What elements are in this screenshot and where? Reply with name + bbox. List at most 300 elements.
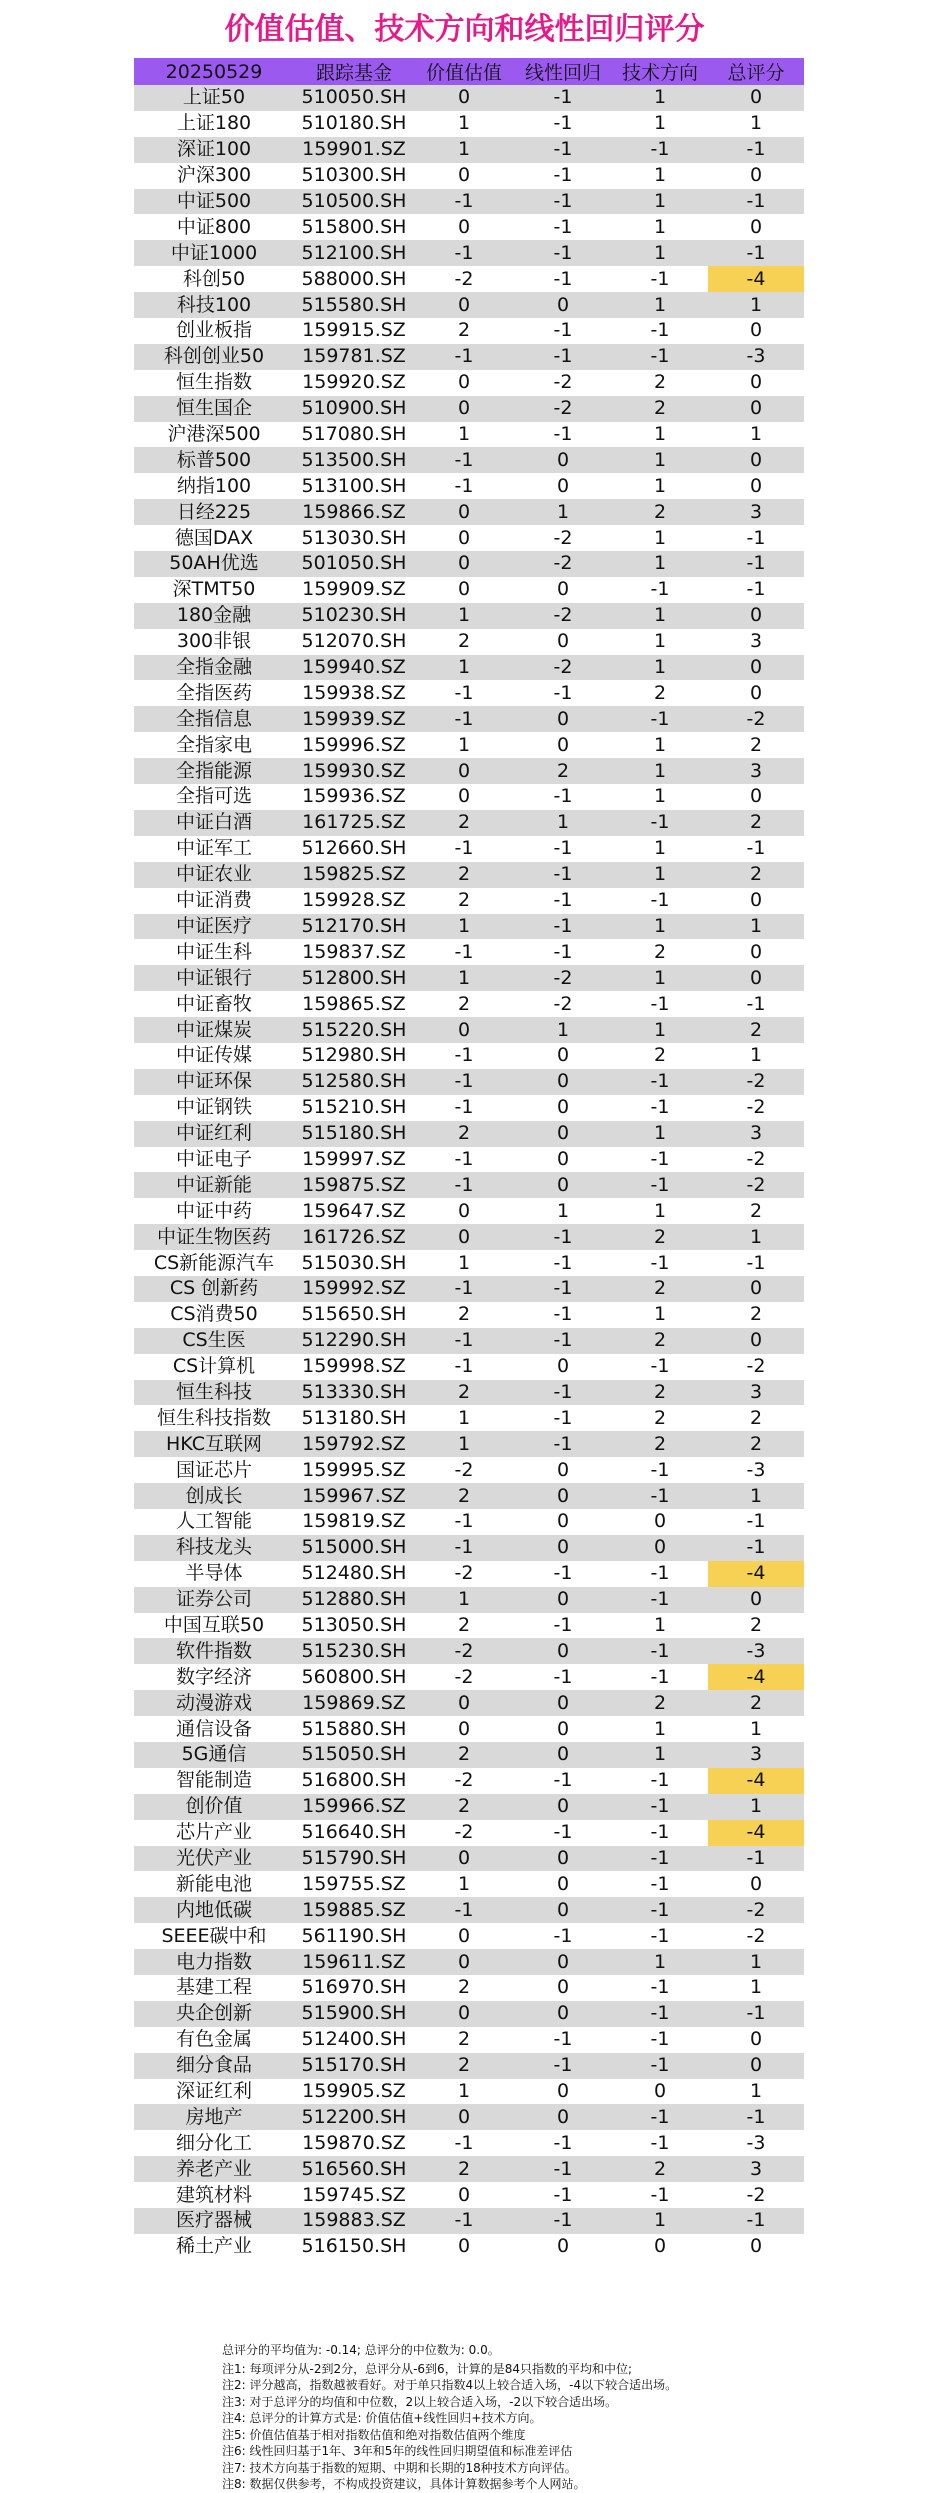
index-name: 中证1000 bbox=[134, 240, 294, 266]
linear-score: -1 bbox=[514, 189, 612, 215]
tech-score: -1 bbox=[612, 2027, 708, 2053]
index-name: CS生医 bbox=[134, 1328, 294, 1354]
index-name: 养老产业 bbox=[134, 2156, 294, 2182]
fund-code: 159647.SZ bbox=[294, 1198, 414, 1224]
tech-score: 2 bbox=[612, 396, 708, 422]
tech-score: 1 bbox=[612, 1742, 708, 1768]
linear-score: -1 bbox=[514, 1380, 612, 1406]
total-score: 2 bbox=[708, 1302, 804, 1328]
linear-score: -1 bbox=[514, 2027, 612, 2053]
fund-code: 159966.SZ bbox=[294, 1794, 414, 1820]
tech-score: -1 bbox=[612, 577, 708, 603]
header-date: 20250529 bbox=[134, 58, 294, 85]
tech-score: -1 bbox=[612, 1897, 708, 1923]
index-name: 深TMT50 bbox=[134, 577, 294, 603]
fund-code: 513050.SH bbox=[294, 1613, 414, 1639]
table-row bbox=[134, 810, 804, 836]
tech-score: 2 bbox=[612, 1043, 708, 1069]
table-row bbox=[134, 1276, 804, 1302]
index-name: 国证芯片 bbox=[134, 1457, 294, 1483]
fund-code: 159781.SZ bbox=[294, 344, 414, 370]
table-row bbox=[134, 784, 804, 810]
index-name: 细分食品 bbox=[134, 2053, 294, 2079]
index-name: 科技龙头 bbox=[134, 1535, 294, 1561]
tech-score: 1 bbox=[612, 629, 708, 655]
linear-score: -1 bbox=[514, 1613, 612, 1639]
tech-score: -1 bbox=[612, 1664, 708, 1690]
valuation-score: 0 bbox=[414, 2234, 514, 2260]
table-row bbox=[134, 2027, 804, 2053]
tech-score: 2 bbox=[612, 1431, 708, 1457]
index-name: 有色金属 bbox=[134, 2027, 294, 2053]
index-name: 智能制造 bbox=[134, 1768, 294, 1794]
index-name: 中证钢铁 bbox=[134, 1095, 294, 1121]
tech-score: 2 bbox=[612, 1690, 708, 1716]
tech-score: 2 bbox=[612, 370, 708, 396]
total-score: 2 bbox=[708, 1405, 804, 1431]
fund-code: 512980.SH bbox=[294, 1043, 414, 1069]
total-score: -1 bbox=[708, 240, 804, 266]
valuation-score: 2 bbox=[414, 1613, 514, 1639]
index-name: 中证传媒 bbox=[134, 1043, 294, 1069]
table-row bbox=[134, 655, 804, 681]
tech-score: 1 bbox=[612, 240, 708, 266]
valuation-score: 1 bbox=[414, 655, 514, 681]
index-name: 稀土产业 bbox=[134, 2234, 294, 2260]
linear-score: 0 bbox=[514, 1069, 612, 1095]
table-row bbox=[134, 1690, 804, 1716]
valuation-score: 2 bbox=[414, 2027, 514, 2053]
fund-code: 159885.SZ bbox=[294, 1897, 414, 1923]
fund-code: 516560.SH bbox=[294, 2156, 414, 2182]
valuation-score: 0 bbox=[414, 163, 514, 189]
linear-score: 0 bbox=[514, 1354, 612, 1380]
footnote-item: 注8: 数据仅供参考，不构成投资建议，具体计算数据参考个人网站。 bbox=[222, 2477, 586, 2491]
total-score: 0 bbox=[708, 784, 804, 810]
index-name: 全指信息 bbox=[134, 706, 294, 732]
footnote-item: 注3: 对于总评分的均值和中位数，2以上较合适入场，-2以下较合适出场。 bbox=[222, 2394, 618, 2409]
table-row bbox=[134, 1794, 804, 1820]
linear-score: -1 bbox=[514, 680, 612, 706]
linear-score: 0 bbox=[514, 1121, 612, 1147]
linear-score: 0 bbox=[514, 629, 612, 655]
header-total-score: 总评分 bbox=[708, 58, 804, 85]
valuation-score: -1 bbox=[414, 1509, 514, 1535]
linear-score: -1 bbox=[514, 266, 612, 292]
fund-code: 515180.SH bbox=[294, 1121, 414, 1147]
total-score: 3 bbox=[708, 1380, 804, 1406]
table-row bbox=[134, 447, 804, 473]
fund-code: 512290.SH bbox=[294, 1328, 414, 1354]
valuation-score: 0 bbox=[414, 1690, 514, 1716]
table-row bbox=[134, 318, 804, 344]
total-score: 1 bbox=[708, 422, 804, 448]
valuation-score: 2 bbox=[414, 1742, 514, 1768]
table-row bbox=[134, 1768, 804, 1794]
index-name: 基建工程 bbox=[134, 1975, 294, 2001]
tech-score: 1 bbox=[612, 758, 708, 784]
linear-score: -1 bbox=[514, 85, 612, 111]
fund-code: 513500.SH bbox=[294, 447, 414, 473]
fund-code: 512100.SH bbox=[294, 240, 414, 266]
fund-code: 159939.SZ bbox=[294, 706, 414, 732]
valuation-score: -1 bbox=[414, 344, 514, 370]
table-row bbox=[134, 1224, 804, 1250]
total-score: -4 bbox=[708, 1664, 804, 1690]
total-score: -2 bbox=[708, 706, 804, 732]
index-name: 建筑材料 bbox=[134, 2182, 294, 2208]
valuation-score: 1 bbox=[414, 137, 514, 163]
linear-score: -1 bbox=[514, 888, 612, 914]
valuation-score: 2 bbox=[414, 2053, 514, 2079]
fund-code: 510180.SH bbox=[294, 111, 414, 137]
linear-score: -1 bbox=[514, 1250, 612, 1276]
table-row bbox=[134, 396, 804, 422]
index-name: CS计算机 bbox=[134, 1354, 294, 1380]
index-name: 软件指数 bbox=[134, 1638, 294, 1664]
index-name: 50AH优选 bbox=[134, 551, 294, 577]
tech-score: 1 bbox=[612, 189, 708, 215]
table-row bbox=[134, 680, 804, 706]
valuation-score: -2 bbox=[414, 1768, 514, 1794]
table-row bbox=[134, 292, 804, 318]
index-name: 沪深300 bbox=[134, 163, 294, 189]
total-score: 2 bbox=[708, 1017, 804, 1043]
index-name: 纳指100 bbox=[134, 473, 294, 499]
valuation-score: -1 bbox=[414, 189, 514, 215]
tech-score: -1 bbox=[612, 1975, 708, 2001]
valuation-score: 1 bbox=[414, 1431, 514, 1457]
index-name: 中证红利 bbox=[134, 1121, 294, 1147]
index-name: 180金融 bbox=[134, 603, 294, 629]
index-name: 中证电子 bbox=[134, 1147, 294, 1173]
linear-score: 0 bbox=[514, 2104, 612, 2130]
fund-code: 159920.SZ bbox=[294, 370, 414, 396]
page-title: 价值估值、技术方向和线性回归评分 bbox=[224, 12, 705, 47]
linear-score: 0 bbox=[514, 292, 612, 318]
index-name: 中证800 bbox=[134, 214, 294, 240]
linear-score: 0 bbox=[514, 1690, 612, 1716]
tech-score: 1 bbox=[612, 525, 708, 551]
index-name: 中证500 bbox=[134, 189, 294, 215]
table-row bbox=[134, 189, 804, 215]
total-score: -2 bbox=[708, 1147, 804, 1173]
fund-code: 512480.SH bbox=[294, 1561, 414, 1587]
total-score: 0 bbox=[708, 318, 804, 344]
total-score: -1 bbox=[708, 1535, 804, 1561]
summary-note: 总评分的平均值为: -0.14; 总评分的中位数为: 0.0。 bbox=[222, 2343, 500, 2357]
linear-score: -1 bbox=[514, 163, 612, 189]
tech-score: -1 bbox=[612, 1638, 708, 1664]
table-row bbox=[134, 965, 804, 991]
total-score: 0 bbox=[708, 163, 804, 189]
table-row bbox=[134, 137, 804, 163]
table-row bbox=[134, 629, 804, 655]
valuation-score: 1 bbox=[414, 1587, 514, 1613]
fund-code: 513030.SH bbox=[294, 525, 414, 551]
total-score: -3 bbox=[708, 344, 804, 370]
total-score: 1 bbox=[708, 1716, 804, 1742]
index-name: 德国DAX bbox=[134, 525, 294, 551]
fund-code: 159883.SZ bbox=[294, 2208, 414, 2234]
tech-score: 1 bbox=[612, 914, 708, 940]
total-score: 0 bbox=[708, 396, 804, 422]
total-score: -1 bbox=[708, 836, 804, 862]
linear-score: 0 bbox=[514, 577, 612, 603]
tech-score: -1 bbox=[612, 1483, 708, 1509]
fund-code: 501050.SH bbox=[294, 551, 414, 577]
valuation-score: -1 bbox=[414, 473, 514, 499]
header-tech-direction: 技术方向 bbox=[612, 58, 708, 85]
score-table bbox=[134, 58, 804, 2260]
total-score: -2 bbox=[708, 1923, 804, 1949]
index-name: 中证生物医药 bbox=[134, 1224, 294, 1250]
total-score: -1 bbox=[708, 525, 804, 551]
fund-code: 159967.SZ bbox=[294, 1483, 414, 1509]
total-score: -3 bbox=[708, 1457, 804, 1483]
valuation-score: 0 bbox=[414, 1224, 514, 1250]
linear-score: 0 bbox=[514, 2234, 612, 2260]
fund-code: 159825.SZ bbox=[294, 862, 414, 888]
tech-score: -1 bbox=[612, 2053, 708, 2079]
index-name: 医疗器械 bbox=[134, 2208, 294, 2234]
index-name: 中证消费 bbox=[134, 888, 294, 914]
tech-score: 2 bbox=[612, 1224, 708, 1250]
fund-code: 512660.SH bbox=[294, 836, 414, 862]
linear-score: -2 bbox=[514, 396, 612, 422]
valuation-score: 0 bbox=[414, 396, 514, 422]
index-name: 300非银 bbox=[134, 629, 294, 655]
valuation-score: 0 bbox=[414, 577, 514, 603]
linear-score: 0 bbox=[514, 447, 612, 473]
fund-code: 159869.SZ bbox=[294, 1690, 414, 1716]
total-score: -2 bbox=[708, 1095, 804, 1121]
linear-score: -1 bbox=[514, 939, 612, 965]
tech-score: -1 bbox=[612, 1587, 708, 1613]
tech-score: -1 bbox=[612, 888, 708, 914]
fund-code: 159755.SZ bbox=[294, 1871, 414, 1897]
fund-code: 516970.SH bbox=[294, 1975, 414, 2001]
linear-score: 0 bbox=[514, 473, 612, 499]
linear-score: -1 bbox=[514, 2130, 612, 2156]
table-row bbox=[134, 525, 804, 551]
fund-code: 159915.SZ bbox=[294, 318, 414, 344]
fund-code: 516800.SH bbox=[294, 1768, 414, 1794]
table-row bbox=[134, 888, 804, 914]
linear-score: -1 bbox=[514, 2208, 612, 2234]
linear-score: -2 bbox=[514, 965, 612, 991]
total-score: 1 bbox=[708, 292, 804, 318]
tech-score: -1 bbox=[612, 1147, 708, 1173]
total-score: 0 bbox=[708, 370, 804, 396]
table-row bbox=[134, 1250, 804, 1276]
total-score: 3 bbox=[708, 1742, 804, 1768]
index-name: 动漫游戏 bbox=[134, 1690, 294, 1716]
table-row bbox=[134, 240, 804, 266]
total-score: 1 bbox=[708, 1794, 804, 1820]
header-fund: 跟踪基金 bbox=[294, 58, 414, 85]
tech-score: 2 bbox=[612, 1405, 708, 1431]
tech-score: 1 bbox=[612, 422, 708, 448]
tech-score: 1 bbox=[612, 1302, 708, 1328]
index-name: 深证100 bbox=[134, 137, 294, 163]
total-score: 0 bbox=[708, 473, 804, 499]
valuation-score: 0 bbox=[414, 1949, 514, 1975]
footnote-item: 注6: 线性回归基于1年、3年和5年的线性回归期望值和标准差评估 bbox=[222, 2444, 573, 2458]
index-name: 中证畜牧 bbox=[134, 991, 294, 1017]
valuation-score: 1 bbox=[414, 1871, 514, 1897]
tech-score: 1 bbox=[612, 655, 708, 681]
fund-code: 159870.SZ bbox=[294, 2130, 414, 2156]
linear-score: 0 bbox=[514, 1794, 612, 1820]
header-valuation: 价值估值 bbox=[414, 58, 514, 85]
table-row bbox=[134, 266, 804, 292]
linear-score: -1 bbox=[514, 214, 612, 240]
total-score: -4 bbox=[708, 1820, 804, 1846]
valuation-score: -2 bbox=[414, 1561, 514, 1587]
index-name: 数字经济 bbox=[134, 1664, 294, 1690]
fund-code: 159928.SZ bbox=[294, 888, 414, 914]
index-name: 半导体 bbox=[134, 1561, 294, 1587]
total-score: 0 bbox=[708, 2053, 804, 2079]
tech-score: -1 bbox=[612, 1354, 708, 1380]
linear-score: -1 bbox=[514, 2053, 612, 2079]
valuation-score: -2 bbox=[414, 1820, 514, 1846]
total-score: -1 bbox=[708, 991, 804, 1017]
tech-score: 1 bbox=[612, 473, 708, 499]
index-name: 恒生国企 bbox=[134, 396, 294, 422]
tech-score: 2 bbox=[612, 680, 708, 706]
index-name: 芯片产业 bbox=[134, 1820, 294, 1846]
fund-code: 159745.SZ bbox=[294, 2182, 414, 2208]
fund-code: 159905.SZ bbox=[294, 2079, 414, 2105]
tech-score: -1 bbox=[612, 1923, 708, 1949]
total-score: 3 bbox=[708, 1121, 804, 1147]
total-score: -1 bbox=[708, 2001, 804, 2027]
index-name: SEEE碳中和 bbox=[134, 1923, 294, 1949]
valuation-score: 0 bbox=[414, 2182, 514, 2208]
fund-code: 159837.SZ bbox=[294, 939, 414, 965]
tech-score: 0 bbox=[612, 1509, 708, 1535]
table-row bbox=[134, 2079, 804, 2105]
fund-code: 159936.SZ bbox=[294, 784, 414, 810]
total-score: 0 bbox=[708, 939, 804, 965]
tech-score: 1 bbox=[612, 1198, 708, 1224]
tech-score: -1 bbox=[612, 266, 708, 292]
index-name: 科技100 bbox=[134, 292, 294, 318]
total-score: -1 bbox=[708, 189, 804, 215]
index-name: 中国互联50 bbox=[134, 1613, 294, 1639]
total-score: 2 bbox=[708, 1613, 804, 1639]
valuation-score: -1 bbox=[414, 1328, 514, 1354]
tech-score: 1 bbox=[612, 447, 708, 473]
table-row bbox=[134, 1302, 804, 1328]
table-row bbox=[134, 1613, 804, 1639]
table-row bbox=[134, 1923, 804, 1949]
linear-score: -2 bbox=[514, 525, 612, 551]
table-row bbox=[134, 1147, 804, 1173]
tech-score: -1 bbox=[612, 1561, 708, 1587]
fund-code: 515220.SH bbox=[294, 1017, 414, 1043]
table-row bbox=[134, 422, 804, 448]
valuation-score: 2 bbox=[414, 888, 514, 914]
table-row bbox=[134, 758, 804, 784]
table-row bbox=[134, 551, 804, 577]
total-score: -1 bbox=[708, 1846, 804, 1872]
index-name: 日经225 bbox=[134, 499, 294, 525]
index-name: 全指医药 bbox=[134, 680, 294, 706]
valuation-score: -1 bbox=[414, 706, 514, 732]
valuation-score: -1 bbox=[414, 1043, 514, 1069]
table-row bbox=[134, 1535, 804, 1561]
valuation-score: 2 bbox=[414, 862, 514, 888]
linear-score: -2 bbox=[514, 603, 612, 629]
total-score: -2 bbox=[708, 1172, 804, 1198]
fund-code: 513100.SH bbox=[294, 473, 414, 499]
table-row bbox=[134, 2156, 804, 2182]
tech-score: -1 bbox=[612, 137, 708, 163]
linear-score: -1 bbox=[514, 2182, 612, 2208]
linear-score: 0 bbox=[514, 1509, 612, 1535]
valuation-score: 2 bbox=[414, 629, 514, 655]
tech-score: 1 bbox=[612, 111, 708, 137]
tech-score: 2 bbox=[612, 939, 708, 965]
tech-score: -1 bbox=[612, 1172, 708, 1198]
table-row bbox=[134, 862, 804, 888]
fund-code: 517080.SH bbox=[294, 422, 414, 448]
index-name: 全指可选 bbox=[134, 784, 294, 810]
fund-code: 159909.SZ bbox=[294, 577, 414, 603]
tech-score: 1 bbox=[612, 292, 708, 318]
table-row bbox=[134, 1561, 804, 1587]
valuation-score: 2 bbox=[414, 1380, 514, 1406]
tech-score: 0 bbox=[612, 2079, 708, 2105]
linear-score: 0 bbox=[514, 1483, 612, 1509]
table-row bbox=[134, 1121, 804, 1147]
index-name: 创业板指 bbox=[134, 318, 294, 344]
fund-code: 516150.SH bbox=[294, 2234, 414, 2260]
fund-code: 515050.SH bbox=[294, 1742, 414, 1768]
valuation-score: -1 bbox=[414, 240, 514, 266]
table-row bbox=[134, 1483, 804, 1509]
linear-score: -1 bbox=[514, 784, 612, 810]
index-name: CS消费50 bbox=[134, 1302, 294, 1328]
table-row bbox=[134, 603, 804, 629]
table-row bbox=[134, 111, 804, 137]
linear-score: 0 bbox=[514, 1846, 612, 1872]
tech-score: 1 bbox=[612, 862, 708, 888]
tech-score: -1 bbox=[612, 2182, 708, 2208]
valuation-score: -1 bbox=[414, 1897, 514, 1923]
table-row bbox=[134, 1587, 804, 1613]
tech-score: 2 bbox=[612, 499, 708, 525]
footnote-item: 注2: 评分越高，指数越被看好。对于单只指数4以上较合适入场，-4以下较合适出场。 bbox=[222, 2378, 678, 2392]
linear-score: -1 bbox=[514, 1664, 612, 1690]
tech-score: -1 bbox=[612, 318, 708, 344]
total-score: 0 bbox=[708, 447, 804, 473]
linear-score: 0 bbox=[514, 1638, 612, 1664]
fund-code: 159611.SZ bbox=[294, 1949, 414, 1975]
fund-code: 561190.SH bbox=[294, 1923, 414, 1949]
total-score: 0 bbox=[708, 1871, 804, 1897]
index-name: 恒生指数 bbox=[134, 370, 294, 396]
index-name: CS 创新药 bbox=[134, 1276, 294, 1302]
linear-score: -1 bbox=[514, 914, 612, 940]
fund-code: 161726.SZ bbox=[294, 1224, 414, 1250]
tech-score: 1 bbox=[612, 1949, 708, 1975]
total-score: 0 bbox=[708, 655, 804, 681]
index-name: 标普500 bbox=[134, 447, 294, 473]
